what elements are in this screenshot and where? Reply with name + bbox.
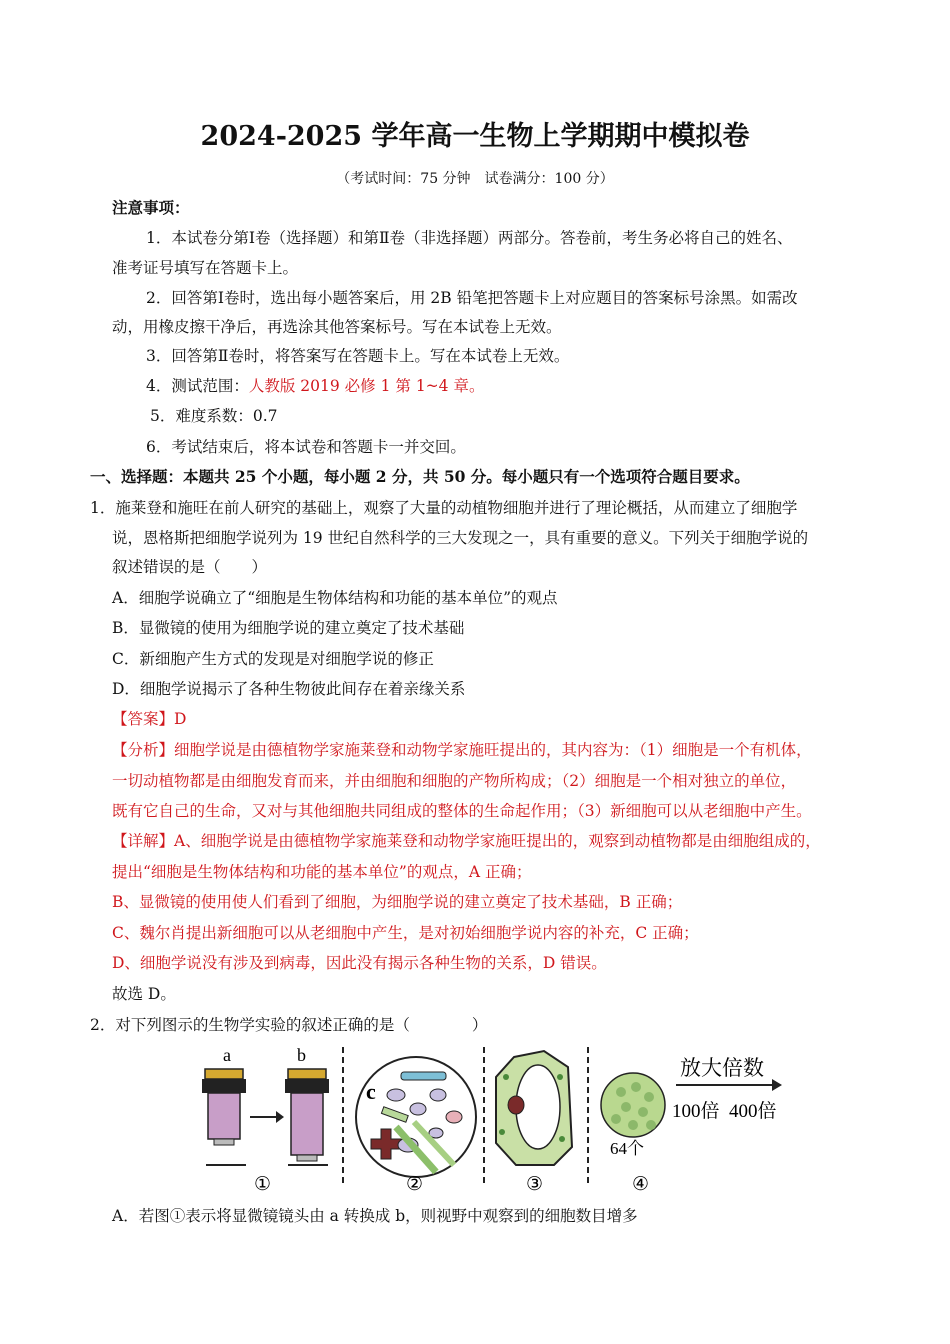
label-c: c (366, 1079, 376, 1104)
cell-cluster-icon (601, 1073, 665, 1137)
section-heading: 一、选择题：本题共 25 个小题，每小题 2 分，共 50 分。每小题只有一个选项符合题目要求。 (90, 467, 750, 486)
notice-item-6: 6．考试结束后，将本试卷和答题卡一并交回。 (146, 438, 466, 456)
q1-stem: 1．施莱登和施旺在前人研究的基础上，观察了大量的动植物细胞并进行了理论概括，从而建立了细胞学 (90, 499, 798, 517)
page-title: 2024-2025 学年高一生物上学期期中模拟卷 (200, 121, 750, 152)
notice-item-1-cont: 准考证号填写在答题卡上。 (112, 259, 299, 277)
q1-detail (112, 831, 821, 851)
q1-detail-c: C、魏尔肖提出新细胞可以从老细胞中产生，是对初始细胞学说内容的补充，C 正确； (112, 924, 699, 942)
detail-label: 【详解】 (112, 832, 175, 850)
plant-cell-icon (496, 1051, 572, 1165)
label-b: b (297, 1047, 306, 1065)
panel-1-label: ① (254, 1173, 272, 1195)
notice-item-3: 3．回答第Ⅱ卷时，将答案写在答题卡上。写在本试卷上无效。 (146, 347, 570, 365)
mag-100: 100倍 (672, 1101, 720, 1122)
q1-option-d: D．细胞学说揭示了各种生物彼此间存在着亲缘关系 (112, 680, 466, 698)
q1-detail-b: B、显微镜的使用使人们看到了细胞，为细胞学说的建立奠定了技术基础，B 正确； (112, 893, 683, 911)
cell-count: 64个 (610, 1139, 644, 1158)
q1-detail-d: D、细胞学说没有涉及到病毒，因此没有揭示各种生物的关系，D 错误。 (112, 954, 607, 972)
q1-option-a: A．细胞学说确立了“细胞是生物体结构和功能的基本单位”的观点 (112, 589, 558, 607)
arrow-icon (250, 1111, 284, 1123)
q2-stem: 2．对下列图示的生物学实验的叙述正确的是（ ） (90, 1016, 488, 1034)
microscope-field-icon (356, 1057, 476, 1177)
q1-answer (112, 709, 186, 729)
notice-item-4-prefix: 4．测试范围： (146, 377, 249, 395)
notice-item-1: 1．本试卷分第Ⅰ卷（选择题）和第Ⅱ卷（非选择题）两部分。答卷前，考生务必将自己的姓名、 (146, 229, 793, 247)
analysis-label: 【分析】 (112, 741, 175, 759)
q1-conclusion: 故选 D。 (112, 985, 176, 1003)
panel-2-label: ② (406, 1173, 424, 1195)
mag-400: 400倍 (729, 1101, 777, 1122)
answer-value: D (174, 710, 187, 728)
answer-label: 【答案】 (112, 710, 175, 728)
analysis-text: 细胞学说是由德植物学家施莱登和动物学家施旺提出的，其内容为：（1）细胞是一个有机体， (174, 741, 812, 759)
notice-item-5: 5．难度系数：0.7 (150, 407, 278, 425)
panel-3-label: ③ (526, 1173, 544, 1195)
q1-analysis-cont-1: 一切动植物都是由细胞发育而来，并由细胞和细胞的产物所构成；（2）细胞是一个相对独立的单位， (112, 772, 797, 790)
q1-option-b: B．显微镜的使用为细胞学说的建立奠定了技术基础 (112, 619, 465, 637)
detail-text: A、细胞学说是由德植物学家施莱登和动物学家施旺提出的，观察到动植物都是由细胞组成的， (174, 832, 821, 850)
q1-option-c: C．新细胞产生方式的发现是对细胞学说的修正 (112, 650, 434, 668)
q2-option-a: A．若图①表示将显微镜镜头由 a 转换成 b，则视野中观察到的细胞数目增多 (112, 1207, 638, 1225)
q1-stem-end: 叙述错误的是（ ） (112, 558, 268, 576)
notice-item-4 (146, 376, 484, 396)
notice-item-2: 2．回答第Ⅰ卷时，选出每小题答案后，用 2B 铅笔把答题卡上对应题目的答案标号涂黑。如需改 (146, 289, 798, 307)
magnify-label: 放大倍数 (680, 1056, 764, 1080)
objective-lens-a-icon (202, 1069, 246, 1145)
test-scope: 人教版 2019 必修 1 第 1~4 章。 (248, 377, 485, 395)
q1-analysis (112, 740, 812, 760)
objective-lens-b-icon (285, 1069, 329, 1161)
q2-figure-svg (196, 1047, 796, 1199)
exam-info: （考试时间：75 分钟 试卷满分：100 分） (336, 171, 614, 187)
q1-analysis-cont-2: 既有它自己的生命，又对与其他细胞共同组成的整体的生命起作用；（3）新细胞可以从老细胞中产生。 (112, 802, 812, 820)
notice-item-2-cont: 动，用橡皮擦干净后，再选涂其他答案标号。写在本试卷上无效。 (112, 318, 562, 336)
q1-stem-cont: 说，恩格斯把细胞学说列为 19 世纪自然科学的三大发现之一，具有重要的意义。下列关于细胞学说的 (112, 529, 809, 547)
panel-4-label: ④ (632, 1173, 650, 1195)
magnify-arrow-icon (676, 1079, 782, 1091)
q2-figure (196, 1047, 796, 1199)
label-a: a (223, 1047, 231, 1065)
q1-detail-cont: 提出“细胞是生物体结构和功能的基本单位”的观点，A 正确； (112, 863, 532, 881)
notice-heading: 注意事项： (112, 198, 190, 217)
